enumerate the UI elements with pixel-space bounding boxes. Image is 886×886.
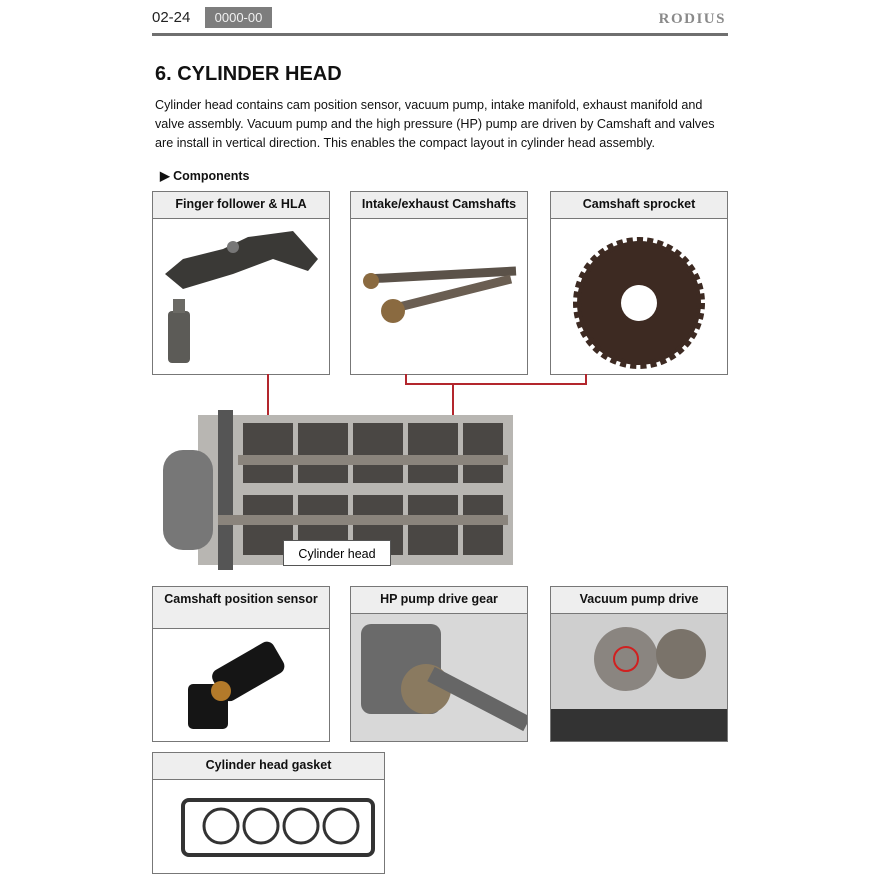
vacuum-pump-image [551,614,727,741]
gasket-image [153,780,384,873]
triangle-icon: ▶ [160,169,170,183]
cylinder-head-label: Cylinder head [283,540,391,566]
panel-finger-follower [152,191,330,375]
section-code: 0000-00 [205,7,272,28]
panel-cylinder-head-gasket [152,752,385,874]
page-number: 02-24 [152,9,191,26]
description: Cylinder head contains cam position sensor, vacuum pump, intake manifold, exhaust manifold and valve assembly. Vacuum pump and the high pressure (HP) pump are driven by Camshaft and valves are install in vertical direction. This enables the compact layout in cylinder head assembly. [155,98,715,150]
camshafts-image [351,219,527,374]
sensor-image [153,629,329,741]
header-divider [152,33,728,36]
panel-label: Camshaft sprocket [551,192,727,219]
panel-label: Finger follower & HLA [153,192,329,219]
brand-logo: RODIUS [658,11,726,27]
panel-camshafts [350,191,528,375]
finger-follower-image [153,219,329,374]
panel-label: Vacuum pump drive [551,587,727,614]
panel-label: HP pump drive gear [351,587,527,614]
panel-vacuum-pump-drive [550,586,728,742]
panel-label: Intake/exhaust Camshafts [351,192,527,219]
components-label: Components [173,169,250,183]
sprocket-image [551,219,727,374]
panel-camshaft-sprocket [550,191,728,375]
hp-pump-image [351,614,527,741]
panel-hp-pump-drive-gear [350,586,528,742]
callout-line [405,383,587,385]
panel-label: Cylinder head gasket [153,753,384,780]
panel-camshaft-position-sensor [152,586,330,742]
components-heading [160,168,250,183]
panel-label: Camshaft position sensor [153,587,329,629]
page-title: 6. CYLINDER HEAD [155,63,342,85]
